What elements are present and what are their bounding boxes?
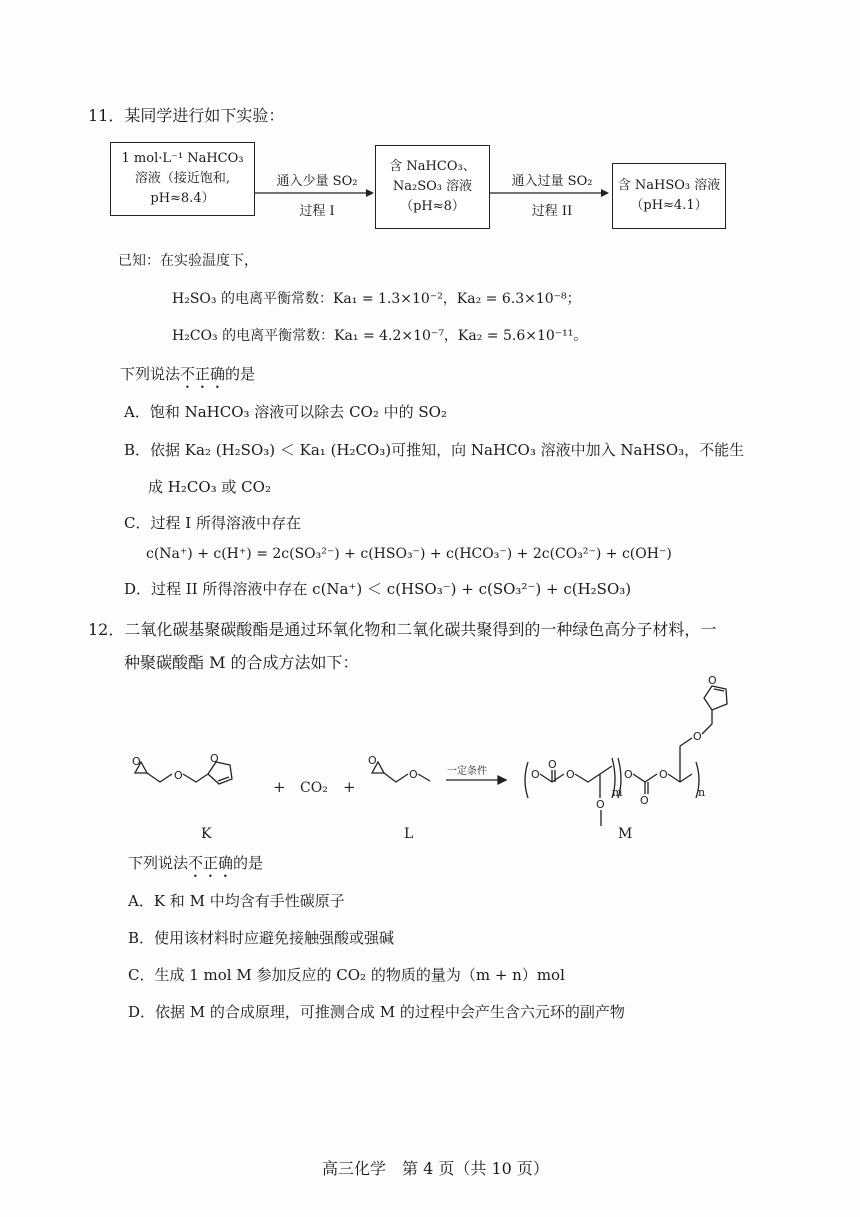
box3-line2: （pH≈4.1） (630, 198, 708, 213)
svg-text:O: O (132, 755, 141, 768)
box3-line1: 含 NaHSO₃ 溶液 (617, 178, 721, 193)
reaction-condition: 一定条件 (447, 766, 487, 777)
arrow1-top-label: 通入少量 SO₂ (276, 174, 358, 189)
svg-text:O: O (174, 769, 183, 782)
molecule-m (525, 674, 727, 826)
svg-text:O: O (368, 754, 377, 767)
molecule-l (368, 754, 430, 782)
svg-text:O: O (624, 768, 633, 781)
box2-line3: （pH≈8） (400, 199, 465, 214)
prompt-pre: 下列说法 (128, 854, 189, 872)
svg-text:O: O (548, 758, 557, 771)
given-intro: 已知：在实验温度下， (118, 253, 258, 269)
q12-stem-line2: 种聚碳酸酯 M 的合成方法如下： (124, 653, 359, 672)
given-h2co3: H₂CO₃ 的电离平衡常数：Ka₁ = 4.2×10⁻⁷，Ka₂ = 5.6×10⁻¹¹。 (172, 328, 588, 344)
q11-stem: 11．某同学进行如下实验： (88, 106, 285, 125)
q12-stem-line1: 12．二氧化碳基聚碳酸酯是通过环氧化物和二氧化碳共聚得到的一种绿色高分子材料，一 (88, 620, 717, 639)
q11-option-c-line1: C．过程 I 所得溶液中存在 (124, 514, 301, 532)
svg-text:O: O (596, 798, 605, 811)
process-arrows (0, 0, 860, 260)
arrow2-head (601, 189, 609, 197)
svg-text:O: O (566, 768, 575, 781)
label-k: K (201, 826, 212, 842)
prompt-pre: 下列说法 (120, 365, 181, 383)
subscript-n: n (698, 786, 706, 799)
subscript-m: m (612, 786, 623, 799)
svg-text:O: O (531, 768, 540, 781)
reaction-scheme (0, 670, 860, 850)
svg-text:O: O (693, 730, 702, 743)
q12-prompt (128, 852, 263, 881)
box1-line1: 1 mol·L⁻¹ NaHCO₃ (121, 151, 244, 166)
arrow2-bottom-label: 过程 II (531, 204, 573, 219)
prompt-emphasis: 不正确 (180, 365, 226, 383)
given-h2so3: H₂SO₃ 的电离平衡常数：Ka₁ = 1.3×10⁻²，Ka₂ = 6.3×10⁻⁸； (172, 291, 581, 307)
prompt-post: 的是 (225, 365, 256, 383)
q12-option-a: A．K 和 M 中均含有手性碳原子 (128, 892, 345, 910)
q11-option-c-equation: c(Na⁺) + c(H⁺) = 2c(SO₃²⁻) + c(HSO₃⁻) + c(HCO₃⁻) + 2c(CO₃²⁻) + c(OH⁻) (146, 546, 672, 562)
box1-line2: 溶液（接近饱和, (134, 171, 231, 186)
plus-sign-1: + (273, 778, 286, 796)
q11-option-b-line1: B．依据 Ka₂ (H₂SO₃) ＜ Ka₁ (H₂CO₃)可推知，向 NaHCO₃ 溶液中加入 NaHSO₃，不能生 (124, 441, 745, 459)
arrow1-bottom-label: 过程 I (299, 204, 335, 219)
svg-text:O: O (708, 674, 717, 687)
q12-option-c: C．生成 1 mol M 参加反应的 CO₂ 的物质的量为（m + n）mol (128, 966, 565, 984)
q11-option-b-line2: 成 H₂CO₃ 或 CO₂ (148, 478, 271, 496)
svg-text:O: O (409, 768, 418, 781)
label-l: L (404, 826, 414, 842)
q11-option-d: D．过程 II 所得溶液中存在 c(Na⁺) ＜ c(HSO₃⁻) + c(SO₃²⁻) + c(H₂SO₃) (124, 580, 632, 598)
box2-line2: Na₂SO₃ 溶液 (392, 179, 473, 194)
molecule-k (132, 752, 232, 784)
q12-option-b: B．使用该材料时应避免接触强酸或强碱 (128, 929, 395, 947)
plus-sign-2: + (343, 778, 356, 796)
arrow2-top-label: 通入过量 SO₂ (511, 174, 593, 189)
label-m: M (618, 826, 633, 842)
q12-option-d: D．依据 M 的合成原理，可推测合成 M 的过程中会产生含六元环的副产物 (128, 1003, 625, 1021)
arrow1-head (366, 189, 374, 197)
page-footer: 高三化学 第 4 页（共 10 页） (322, 1159, 549, 1178)
prompt-emphasis: 不正确 (188, 854, 234, 872)
reaction-arrow-head (498, 776, 506, 784)
q11-prompt (120, 363, 255, 392)
svg-text:O: O (640, 794, 649, 807)
box2-line1: 含 NaHCO₃、 (389, 159, 476, 174)
q11-option-a: A．饱和 NaHCO₃ 溶液可以除去 CO₂ 中的 SO₂ (124, 403, 447, 421)
co2-label: CO₂ (300, 780, 328, 796)
prompt-post: 的是 (233, 854, 264, 872)
svg-text:O: O (210, 752, 219, 765)
box1-line3: pH≈8.4） (150, 191, 215, 206)
svg-text:O: O (659, 768, 668, 781)
